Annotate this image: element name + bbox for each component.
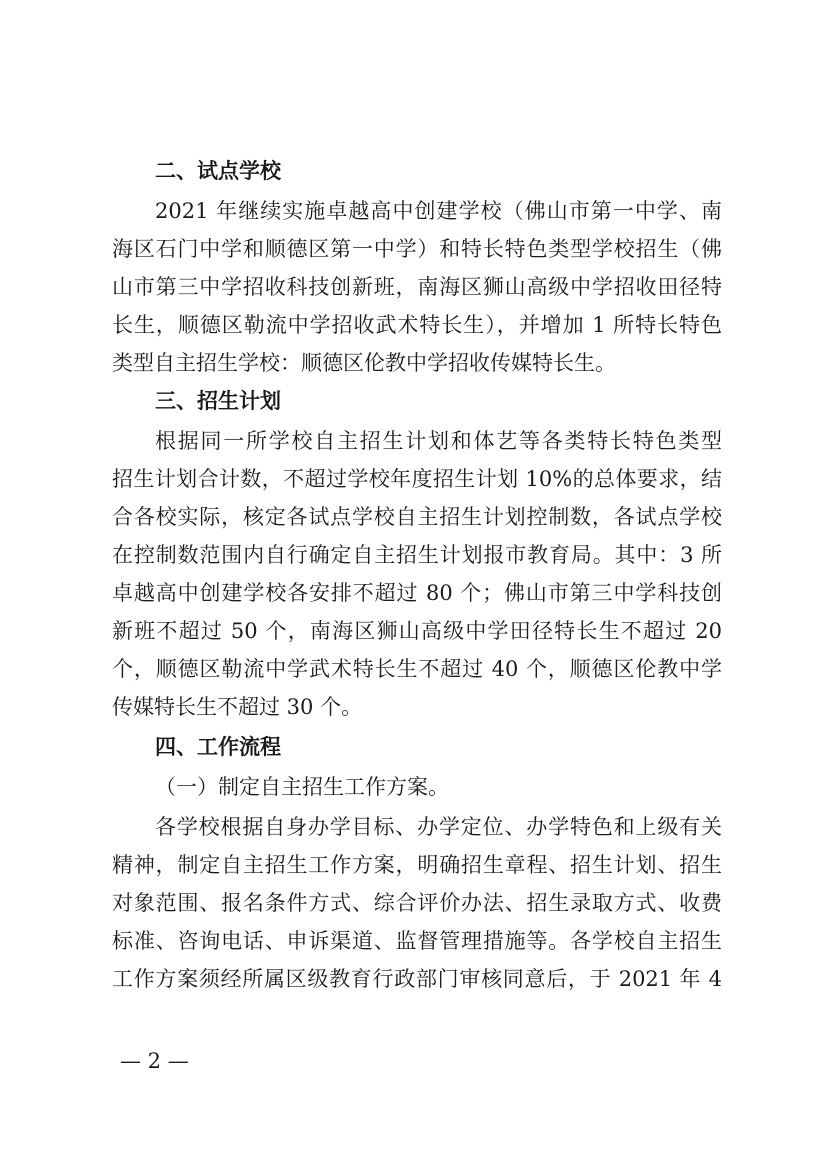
section-heading-pilot-schools: 二、试点学校 [155, 159, 281, 183]
paragraph-line: 招生计划合计数，不超过学校年度招生计划 10%的总体要求，结 [112, 467, 722, 491]
paragraph-line: 在控制数范围内自行确定自主招生计划报市教育局。其中：3 所 [112, 543, 722, 567]
paragraph-line: 各学校根据自身办学目标、办学定位、办学特色和上级有关 [155, 815, 722, 839]
paragraph-line: 海区石门中学和顺德区第一中学）和特长特色类型学校招生（佛 [112, 237, 722, 261]
paragraph-line: 山市第三中学招收科技创新班，南海区狮山高级中学招收田径特 [112, 275, 722, 299]
paragraph-line: 对象范围、报名条件方式、综合评价办法、招生录取方式、收费 [112, 891, 722, 915]
paragraph-line: 精神，制定自主招生工作方案，明确招生章程、招生计划、招生 [112, 853, 722, 877]
paragraph-line: 个，顺德区勒流中学武术特长生不超过 40 个，顺德区伦教中学 [112, 657, 722, 681]
paragraph-line: 根据同一所学校自主招生计划和体艺等各类特长特色类型 [155, 429, 722, 453]
paragraph-line: 新班不超过 50 个，南海区狮山高级中学田径特长生不超过 20 [112, 619, 722, 643]
paragraph-line: 传媒特长生不超过 30 个。 [112, 695, 363, 719]
paragraph-line: 标准、咨询电话、申诉渠道、监督管理措施等。各学校自主招生 [112, 929, 722, 953]
section-heading-workflow: 四、工作流程 [155, 735, 281, 759]
paragraph-line: 工作方案须经所属区级教育行政部门审核同意后，于 2021 年 4 [112, 967, 722, 991]
paragraph-line: 类型自主招生学校：顺德区伦教中学招收传媒特长生。 [112, 351, 616, 375]
paragraph-line: 2021 年继续实施卓越高中创建学校（佛山市第一中学、南 [155, 199, 722, 223]
paragraph-line: 合各校实际，核定各试点学校自主招生计划控制数，各试点学校 [112, 505, 722, 529]
page-number: — 2 — [120, 1049, 189, 1073]
paragraph-line: 长生，顺德区勒流中学招收武术特长生），并增加 1 所特长特色 [112, 313, 722, 337]
paragraph-line: 卓越高中创建学校各安排不超过 80 个；佛山市第三中学科技创 [112, 581, 722, 605]
subsection-heading: （一）制定自主招生工作方案。 [155, 775, 449, 799]
section-heading-enrollment-plan: 三、招生计划 [155, 389, 281, 413]
